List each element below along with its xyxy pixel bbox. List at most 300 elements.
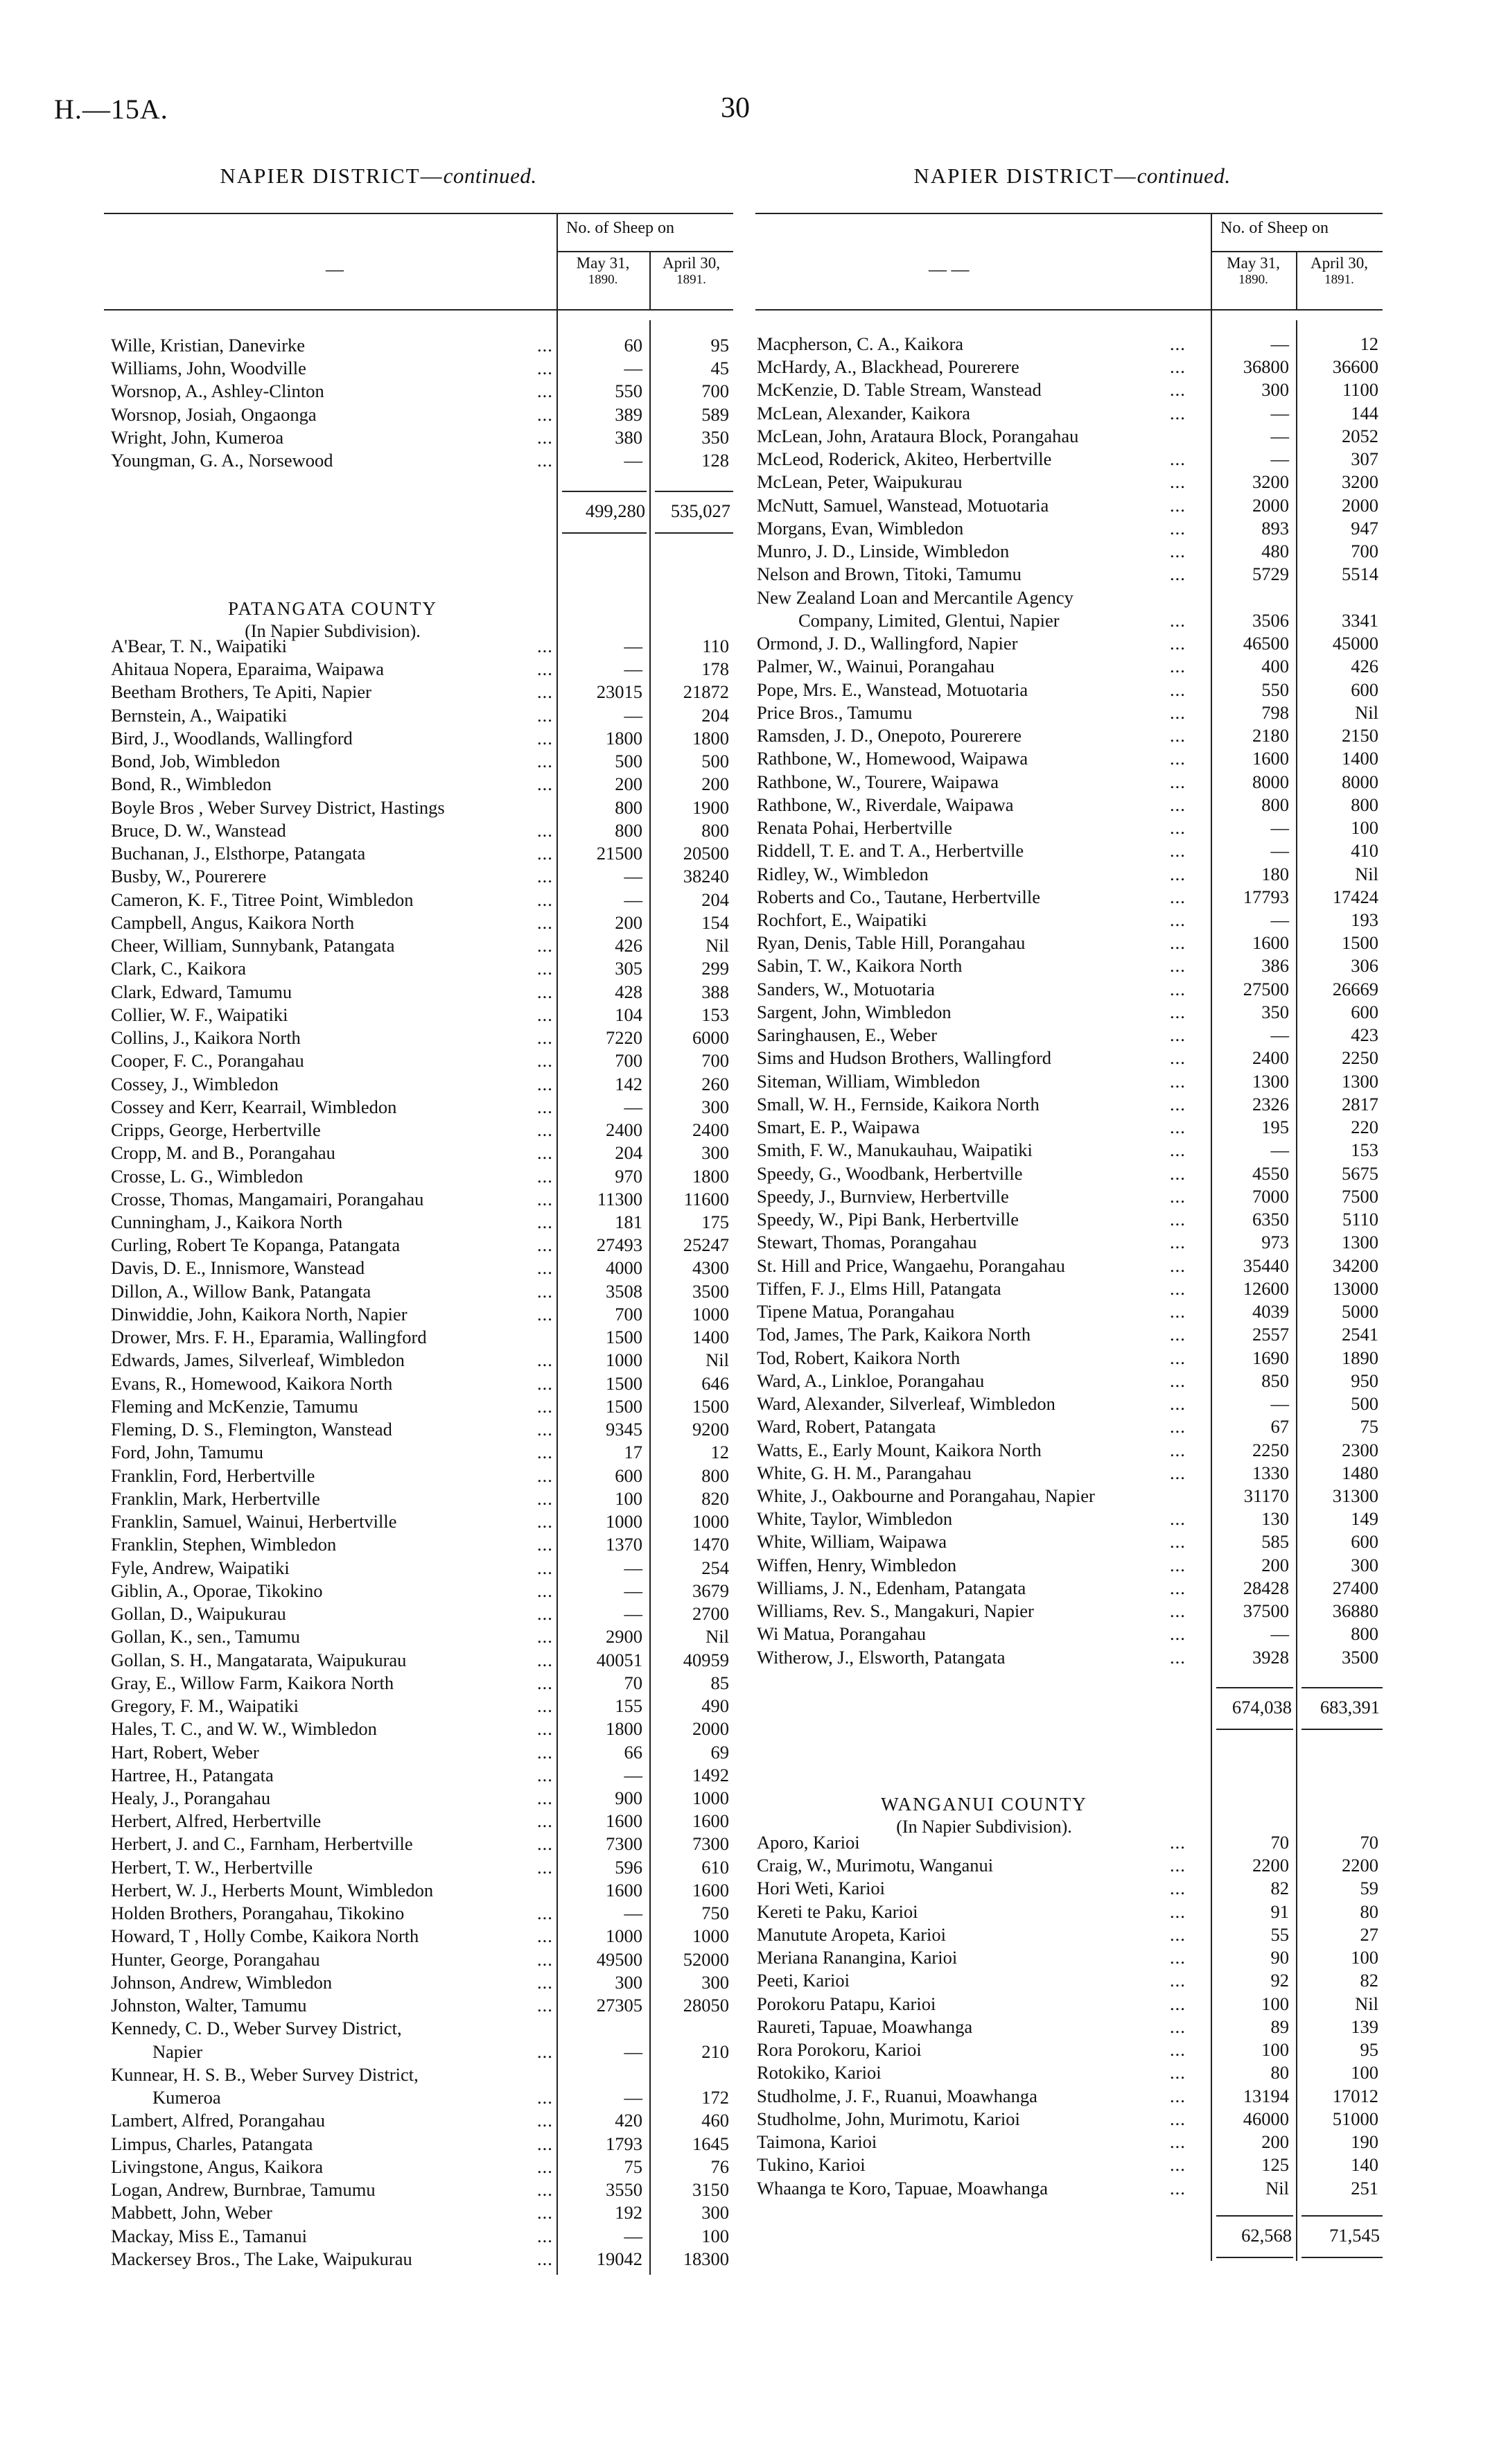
table-row xyxy=(111,1602,733,1625)
sheep-1890-value: 17793 xyxy=(1243,886,1289,907)
table-row xyxy=(757,471,1383,493)
holder-name: Macpherson, C. A., Kaikora xyxy=(757,333,964,354)
total-1890: 499,280 xyxy=(585,500,645,521)
holder-name: Lambert, Alfred, Porangahau xyxy=(111,2110,326,2131)
sheep-1891-value: 12 xyxy=(710,1442,729,1463)
sheep-1891-value: 9200 xyxy=(692,1419,729,1440)
table-row xyxy=(757,1162,1383,1185)
sheep-1891-value: 144 xyxy=(1351,402,1378,423)
holder-name: Gollan, S. H., Mangatarata, Waipukurau xyxy=(111,1649,407,1670)
holder-name: Boyle Bros , Weber Survey District, Hastings xyxy=(111,796,445,818)
table-row xyxy=(111,1695,733,1718)
dot-leader: ... xyxy=(1170,356,1186,378)
dot-leader: ... xyxy=(537,751,553,772)
dot-leader: ... xyxy=(1170,494,1186,516)
table-row xyxy=(111,1142,733,1164)
table-row xyxy=(757,2177,1383,2200)
dot-leader: ... xyxy=(1170,1878,1186,1899)
holder-name: Palmer, W., Wainui, Porangahau xyxy=(757,656,994,677)
table-row xyxy=(111,2017,733,2063)
holder-name: Siteman, William, Wimbledon xyxy=(757,1070,981,1092)
table-row xyxy=(757,1208,1383,1231)
sheep-1891-value: 100 xyxy=(1351,1947,1378,1968)
dot-leader: ... xyxy=(1170,471,1186,493)
sheep-1890-value: 800 xyxy=(615,819,642,841)
header-blank-dash: — xyxy=(326,259,344,279)
total-rule-below xyxy=(562,532,647,534)
table-row xyxy=(111,1764,733,1787)
holder-name: McLean, John, Arataura Block, Porangahau xyxy=(757,425,1079,446)
sheep-1890-value: 6350 xyxy=(1252,1209,1289,1230)
table-row xyxy=(757,1070,1383,1093)
sheep-1891-value: 700 xyxy=(701,1050,729,1072)
table-row xyxy=(757,1485,1383,1508)
holder-name: Gray, E., Willow Farm, Kaikora North xyxy=(111,1672,394,1693)
table-row xyxy=(111,1925,733,1948)
sheep-1891-value: Nil xyxy=(1355,863,1378,884)
sheep-1891-value: 2250 xyxy=(1342,1047,1378,1069)
table-row xyxy=(111,1303,733,1326)
dot-leader: ... xyxy=(537,1995,553,2016)
dot-leader: ... xyxy=(1170,701,1186,723)
holder-name: Mabbett, John, Weber xyxy=(111,2202,272,2223)
sheep-1890-value: 970 xyxy=(615,1165,642,1187)
sheep-1890-value: 1500 xyxy=(606,1395,642,1417)
sheep-1890-value: 3550 xyxy=(606,2179,642,2201)
sheep-1891-value: 3679 xyxy=(692,1580,729,1601)
dot-leader: ... xyxy=(1170,748,1186,769)
dot-leader: ... xyxy=(1170,725,1186,746)
sheep-1890-value: 89 xyxy=(1270,2016,1289,2037)
sheep-1890-value: 28428 xyxy=(1243,1577,1289,1598)
sheep-1890-value: — xyxy=(624,1557,642,1578)
dot-leader: ... xyxy=(537,2041,553,2062)
sheep-1891-value: 153 xyxy=(1351,1139,1378,1161)
sheep-1891-value: 3341 xyxy=(1342,609,1378,631)
dot-leader: ... xyxy=(1170,1416,1186,1438)
sheep-1891-value: 1500 xyxy=(1342,932,1378,954)
holder-name: Cameron, K. F., Titree Point, Wimbledon xyxy=(111,889,414,910)
dot-leader: ... xyxy=(537,1372,553,1394)
dot-leader: ... xyxy=(1170,379,1186,401)
sheep-1891-value: 36880 xyxy=(1332,1600,1378,1622)
table-row xyxy=(757,1277,1383,1300)
dot-leader: ... xyxy=(1170,840,1186,862)
district-title-main: NAPIER DISTRICT— xyxy=(913,164,1137,188)
dot-leader: ... xyxy=(537,1764,553,1785)
sheep-1890-value: — xyxy=(1270,840,1289,862)
table-row xyxy=(757,839,1383,862)
sheep-1890-value: 104 xyxy=(615,1004,642,1025)
table-row xyxy=(757,1854,1383,1877)
dot-leader: ... xyxy=(1170,1439,1186,1460)
table-row xyxy=(757,863,1383,886)
sheep-1890-value: 27305 xyxy=(596,1995,642,2016)
holder-name: Williams, J. N., Edenham, Patangata xyxy=(757,1577,1026,1598)
holder-name: Rathbone, W., Homewood, Waipawa xyxy=(757,748,1028,769)
total-1890: 674,038 xyxy=(1232,1697,1292,1718)
sheep-1890-value: 180 xyxy=(1261,863,1289,884)
holder-name: Drower, Mrs. F. H., Eparamia, Wallingford xyxy=(111,1327,427,1348)
holder-name: Busby, W., Pourerere xyxy=(111,866,267,887)
sheep-1890-value: 2250 xyxy=(1252,1439,1289,1460)
holder-name: Mackay, Miss E., Tamanui xyxy=(111,2225,307,2246)
sheep-1890-value: — xyxy=(624,450,642,471)
sheep-1891-value: 1400 xyxy=(1342,748,1378,769)
sheep-1890-value: 9345 xyxy=(606,1419,642,1440)
sheep-1890-value: 125 xyxy=(1261,2154,1289,2176)
holder-name: Beetham Brothers, Te Apiti, Napier xyxy=(111,681,371,703)
dot-leader: ... xyxy=(537,1741,553,1763)
table-row xyxy=(111,426,733,449)
sheep-1890-value: 130 xyxy=(1261,1508,1289,1530)
sheep-1891-value: 388 xyxy=(701,981,729,1002)
dot-leader: ... xyxy=(537,1165,553,1187)
holder-name: Cripps, George, Herbertville xyxy=(111,1119,321,1141)
dot-leader: ... xyxy=(537,1142,553,1164)
sheep-1891-value: 800 xyxy=(1351,794,1378,815)
table-row xyxy=(111,1741,733,1764)
sheep-1891-value: 110 xyxy=(702,636,729,656)
holder-name: Cheer, William, Sunnybank, Patangata xyxy=(111,935,395,956)
sheep-1891-value: 3150 xyxy=(692,2179,729,2201)
table-row xyxy=(757,2061,1383,2084)
dot-leader: ... xyxy=(1170,1554,1186,1575)
sheep-1890-value: 46000 xyxy=(1243,2108,1289,2129)
sheep-1890-value: — xyxy=(624,2041,642,2062)
sheep-1891-value: 1300 xyxy=(1342,1232,1378,1253)
holder-name: Ahitaua Nopera, Eparaima, Waipawa xyxy=(111,658,384,680)
holder-name: Campbell, Angus, Kaikora North xyxy=(111,911,355,933)
sheep-1890-value: 850 xyxy=(1261,1370,1289,1391)
holder-name: Wiffen, Henry, Wimbledon xyxy=(757,1554,957,1575)
holder-name: Herbert, W. J., Herberts Mount, Wimbledon xyxy=(111,1879,434,1901)
dot-leader: ... xyxy=(1170,1347,1186,1368)
holder-name: Gregory, F. M., Waipatiki xyxy=(111,1695,299,1717)
dot-leader: ... xyxy=(537,1257,553,1279)
holder-name: Worsnop, A., Ashley-Clinton xyxy=(111,381,324,402)
table-row xyxy=(757,1415,1383,1438)
dot-leader: ... xyxy=(537,2133,553,2154)
total-rule-below xyxy=(655,532,733,534)
dot-leader: ... xyxy=(537,1212,553,1232)
table-row xyxy=(757,402,1383,425)
sheep-1891-value: 2400 xyxy=(692,1119,729,1141)
sheep-1891-value: 254 xyxy=(701,1557,729,1578)
table-row xyxy=(757,1047,1383,1069)
table-row xyxy=(111,1234,733,1257)
table-row xyxy=(111,334,733,357)
district-title-main: NAPIER DISTRICT— xyxy=(220,164,444,188)
sheep-1891-value: 500 xyxy=(1351,1393,1378,1415)
table-row xyxy=(757,679,1383,701)
table-row xyxy=(111,1349,733,1372)
sheep-1891-value: 423 xyxy=(1351,1024,1378,1046)
dot-leader: ... xyxy=(537,2202,553,2223)
sheep-1891-value: 1645 xyxy=(692,2133,729,2154)
dot-leader: ... xyxy=(1170,656,1186,677)
table-row xyxy=(757,1530,1383,1553)
holder-name: Clark, Edward, Tamumu xyxy=(111,981,292,1002)
table-row xyxy=(111,1395,733,1418)
sheep-1891-value: 100 xyxy=(1351,2062,1378,2083)
dot-leader: ... xyxy=(537,1234,553,1256)
sheep-1890-value: — xyxy=(1270,1024,1289,1046)
dot-leader: ... xyxy=(1170,541,1186,562)
table-row xyxy=(111,1879,733,1902)
sheep-1890-value: 13194 xyxy=(1243,2085,1289,2106)
dot-leader: ... xyxy=(537,1580,553,1601)
holder-name: Sanders, W., Motuotaria xyxy=(757,978,935,999)
table-row xyxy=(757,816,1383,839)
holder-name: Rotokiko, Karioi xyxy=(757,2062,882,2083)
holder-name: Bond, Job, Wimbledon xyxy=(111,751,281,772)
table-row xyxy=(757,586,1383,632)
table-row xyxy=(111,1557,733,1580)
dot-leader: ... xyxy=(537,1925,553,1947)
dot-leader: ... xyxy=(1170,1185,1186,1207)
sheep-1890-value: 3506 xyxy=(1252,609,1289,631)
holder-name: Meriana Ranangina, Karioi xyxy=(757,1947,958,1968)
sheep-1890-value: 1000 xyxy=(606,1511,642,1532)
sheep-1891-value: 950 xyxy=(1351,1370,1378,1391)
dot-leader: ... xyxy=(537,2110,553,2131)
sheep-1890-value: 181 xyxy=(615,1212,642,1232)
sheep-1890-value: 60 xyxy=(624,335,642,356)
sheep-1890-value: 3508 xyxy=(606,1280,642,1302)
dot-leader: ... xyxy=(537,426,553,448)
table-row xyxy=(757,954,1383,977)
sheep-1891-value: 820 xyxy=(701,1487,729,1509)
sheep-1891-value: 2000 xyxy=(692,1718,729,1740)
table-row xyxy=(111,1372,733,1395)
holder-name: Roberts and Co., Tautane, Herbertville xyxy=(757,886,1041,907)
table-row xyxy=(111,1533,733,1556)
sheep-1890-value: 192 xyxy=(615,2202,642,2223)
dot-leader: ... xyxy=(537,1419,553,1440)
holder-name: Watts, E., Early Mount, Kaikora North xyxy=(757,1439,1042,1460)
dot-leader: ... xyxy=(1170,2039,1186,2061)
holder-name: Ford, John, Tamumu xyxy=(111,1442,263,1463)
sheep-1890-value: 36800 xyxy=(1243,356,1289,378)
table-row xyxy=(757,378,1383,401)
sheep-1891-value: 600 xyxy=(1351,1001,1378,1022)
dot-leader: ... xyxy=(1170,1370,1186,1391)
table-row xyxy=(111,957,733,980)
sheep-1891-value: 190 xyxy=(1351,2131,1378,2153)
table-row xyxy=(757,794,1383,816)
sheep-1890-value: 200 xyxy=(615,911,642,933)
dot-leader: ... xyxy=(1170,1093,1186,1115)
holder-name: Porokoru Patapu, Karioi xyxy=(757,1993,936,2014)
table-row xyxy=(757,448,1383,471)
header-col-1891 xyxy=(649,255,733,288)
sheep-1890-value: — xyxy=(624,1603,642,1625)
table-row xyxy=(757,1577,1383,1600)
holder-name: Ramsden, J. D., Onepoto, Pourerere xyxy=(757,725,1022,746)
sheep-1891-value: 5514 xyxy=(1342,563,1378,585)
sheep-1891-value: 13000 xyxy=(1332,1277,1378,1299)
holder-name: Raureti, Tapuae, Moawhanga xyxy=(757,2016,973,2037)
table-row xyxy=(757,1969,1383,1992)
holder-name: Gollan, K., sen., Tamumu xyxy=(111,1626,300,1648)
dot-leader: ... xyxy=(537,1557,553,1578)
table-row xyxy=(111,1119,733,1142)
dot-leader: ... xyxy=(1170,1993,1186,2014)
sheep-1891-value: Nil xyxy=(705,1349,729,1371)
table-row xyxy=(757,1116,1383,1139)
dot-leader: ... xyxy=(1170,563,1186,585)
sheep-1890-value: 1600 xyxy=(606,1879,642,1901)
table-top-rule xyxy=(104,213,733,214)
sheep-1891-value: 2817 xyxy=(1342,1093,1378,1115)
table-row xyxy=(111,842,733,865)
table-row xyxy=(111,796,733,819)
sheep-1890-value: — xyxy=(1270,1623,1289,1645)
sheep-1890-value: 7220 xyxy=(606,1027,642,1049)
sheep-1891-value: 1480 xyxy=(1342,1462,1378,1483)
sheep-1891-value: 1000 xyxy=(692,1511,729,1532)
sheep-1891-value: 1100 xyxy=(1342,379,1378,401)
holder-name: Limpus, Charles, Patangata xyxy=(111,2133,313,2154)
sheep-1890-value: — xyxy=(1270,448,1289,470)
sheep-1891-value: 5000 xyxy=(1342,1301,1378,1322)
sheep-1891-value: 36600 xyxy=(1332,356,1378,378)
sheep-1890-value: 19042 xyxy=(596,2248,642,2269)
sheep-1890-value: 2400 xyxy=(1252,1047,1289,1069)
holder-name: Craig, W., Murimotu, Wanganui xyxy=(757,1855,994,1876)
total-rule-above xyxy=(562,491,647,492)
sheep-1890-value: — xyxy=(1270,817,1289,839)
table-row xyxy=(111,2248,733,2271)
holder-name: Williams, Rev. S., Mangakuri, Napier xyxy=(757,1600,1034,1622)
table-row xyxy=(111,1948,733,1971)
dot-leader: ... xyxy=(537,1395,553,1417)
sheep-1891-value: 204 xyxy=(701,889,729,910)
holder-name: Nelson and Brown, Titoki, Tamumu xyxy=(757,563,1022,585)
table-row xyxy=(111,1649,733,1672)
holder-name: Crosse, L. G., Wimbledon xyxy=(111,1165,304,1187)
holder-name: Rochfort, E., Waipatiki xyxy=(757,909,927,930)
holder-name: Ormond, J. D., Wallingford, Napier xyxy=(757,633,1018,654)
table-row xyxy=(757,932,1383,954)
table-row xyxy=(757,1093,1383,1116)
dot-leader: ... xyxy=(1170,1393,1186,1415)
sheep-1891-value: 300 xyxy=(1351,1554,1378,1575)
dot-leader: ... xyxy=(537,1465,553,1486)
table-row xyxy=(757,540,1383,563)
dot-leader: ... xyxy=(1170,1024,1186,1046)
sheep-1890-value: 80 xyxy=(1270,2062,1289,2083)
header-date: May 31, xyxy=(1227,254,1280,272)
sheep-1890-value: 305 xyxy=(615,958,642,979)
sheep-1890-value: 900 xyxy=(615,1788,642,1808)
dot-leader: ... xyxy=(537,1027,553,1049)
sheep-1890-value: 7000 xyxy=(1252,1185,1289,1207)
header-bottom-rule xyxy=(755,309,1383,311)
table-row xyxy=(111,2109,733,2132)
table-row xyxy=(757,1623,1383,1645)
table-row xyxy=(111,2201,733,2224)
sheep-1891-value: 100 xyxy=(1351,817,1378,839)
holder-name: Logan, Andrew, Burnbrae, Tamumu xyxy=(111,2179,376,2201)
dot-leader: ... xyxy=(1170,1209,1186,1230)
sheep-1891-value: 27 xyxy=(1360,1923,1378,1945)
holder-name: Studholme, J. F., Ruanui, Moawhanga xyxy=(757,2085,1037,2106)
holder-name: Healy, J., Porangahau xyxy=(111,1788,271,1808)
sheep-1890-value: 155 xyxy=(615,1695,642,1717)
table-row xyxy=(757,2016,1383,2038)
sheep-1890-value: 1370 xyxy=(606,1534,642,1555)
holder-name: Morgans, Evan, Wimbledon xyxy=(757,517,964,539)
sheep-1891-value: 350 xyxy=(701,426,729,448)
sheep-1890-value: 4000 xyxy=(606,1257,642,1279)
sheep-1890-value: — xyxy=(624,358,642,379)
dot-leader: ... xyxy=(1170,679,1186,700)
sheep-1890-value: 3928 xyxy=(1252,1646,1289,1668)
sheep-1890-value: 27500 xyxy=(1243,978,1289,999)
holder-name-continued: Napier xyxy=(152,2041,203,2062)
sheep-1891-value: 31300 xyxy=(1332,1485,1378,1506)
dot-leader: ... xyxy=(1170,1646,1186,1668)
table-row xyxy=(111,681,733,704)
sheep-1890-value: — xyxy=(1270,425,1289,446)
sheep-1890-value: 12600 xyxy=(1243,1277,1289,1299)
dot-leader: ... xyxy=(537,2179,553,2201)
table-row xyxy=(111,1188,733,1211)
dot-leader: ... xyxy=(537,1718,553,1740)
holder-name: Tipene Matua, Porangahau xyxy=(757,1301,955,1322)
sheep-1891-value: 2541 xyxy=(1342,1324,1378,1345)
holder-name: Witherow, J., Elsworth, Patangata xyxy=(757,1646,1006,1668)
sheep-1891-value: 20500 xyxy=(683,843,729,864)
holder-name: Studholme, John, Murimotu, Karioi xyxy=(757,2108,1020,2129)
total-rule-above xyxy=(1216,2215,1293,2217)
dot-leader: ... xyxy=(537,1903,553,1924)
sheep-1891-value: 26669 xyxy=(1332,978,1378,999)
sheep-1891-value: 2300 xyxy=(1342,1439,1378,1460)
sheep-1891-value: 800 xyxy=(1351,1623,1378,1645)
sheep-1891-value: 5675 xyxy=(1342,1162,1378,1184)
table-row xyxy=(757,1024,1383,1047)
table-row xyxy=(757,1392,1383,1415)
sheep-1890-value: 386 xyxy=(1261,955,1289,977)
sheep-1890-value: 2200 xyxy=(1252,1855,1289,1876)
table-row xyxy=(757,494,1383,517)
sheep-1891-value: 59 xyxy=(1360,1878,1378,1899)
dot-leader: ... xyxy=(537,1442,553,1463)
sheep-1890-value: 973 xyxy=(1261,1232,1289,1253)
dot-leader: ... xyxy=(1170,1070,1186,1092)
header-col-1891 xyxy=(1296,255,1383,288)
sheep-1890-value: 426 xyxy=(615,935,642,956)
sheep-1891-value: 69 xyxy=(710,1741,729,1763)
sheep-1891-value: 27400 xyxy=(1332,1577,1378,1598)
dot-leader: ... xyxy=(1170,333,1186,354)
sheep-1890-value: — xyxy=(1270,909,1289,930)
sheep-1890-value: 1500 xyxy=(606,1372,642,1394)
table-row xyxy=(111,750,733,773)
holder-name: Hunter, George, Porangahau xyxy=(111,1948,320,1970)
sheep-1890-value: 480 xyxy=(1261,541,1289,562)
holder-name: Tukino, Karioi xyxy=(757,2154,866,2176)
holder-name: Gollan, D., Waipukurau xyxy=(111,1603,286,1625)
holder-name: Ward, Robert, Patangata xyxy=(757,1416,936,1438)
table-row xyxy=(757,1185,1383,1208)
table-row xyxy=(111,1902,733,1925)
holder-name: Tiffen, F. J., Elms Hill, Patangata xyxy=(757,1277,1001,1299)
sheep-1891-value: 251 xyxy=(1351,2177,1378,2199)
